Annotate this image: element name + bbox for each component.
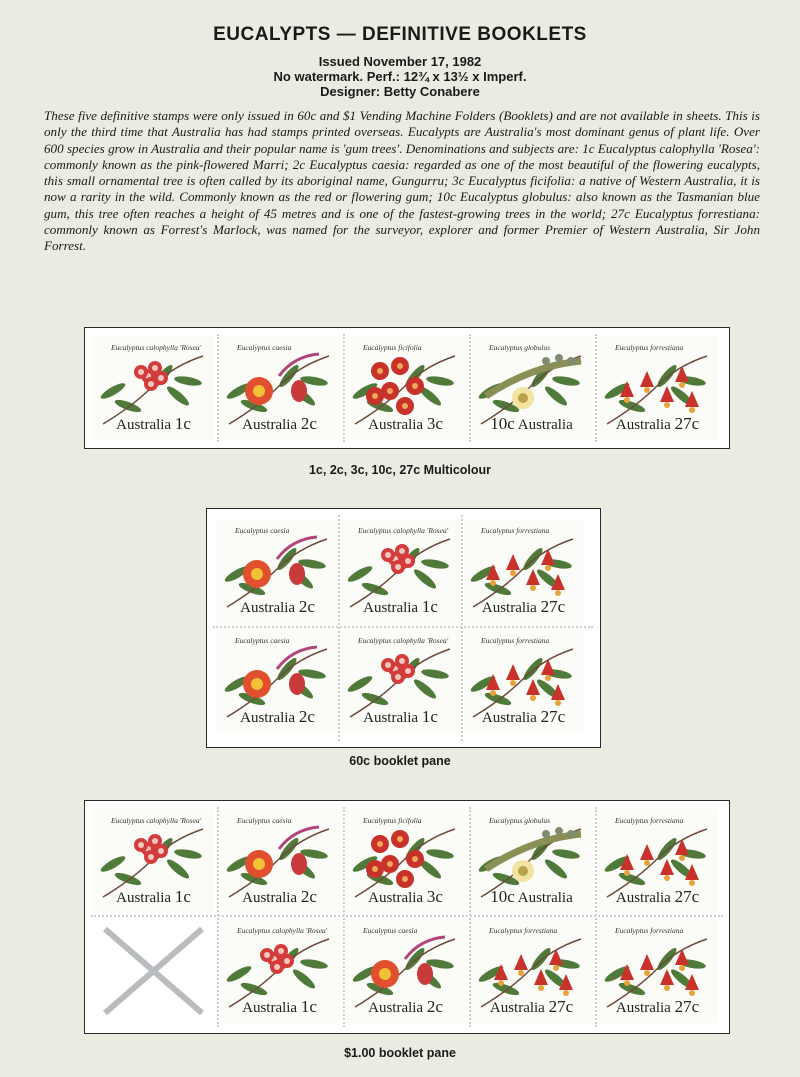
stamp-denomination: [471, 414, 592, 434]
stamp-country: Australia: [517, 417, 573, 433]
stamp-value: 2c: [426, 997, 443, 1016]
stamp-value: 27c: [540, 707, 566, 726]
stamp-1c: [340, 629, 461, 733]
stamp-value: 1c: [421, 707, 438, 726]
stamp-country: Australia: [363, 600, 419, 616]
stamp-country: Australia: [116, 417, 172, 433]
stamp-denomination: [217, 707, 338, 727]
blank-label-cross: [93, 919, 214, 1027]
stamp-denomination: [471, 997, 592, 1017]
stamp-country: Australia: [481, 600, 537, 616]
stamp-denomination: [345, 887, 466, 907]
stamp-country: Australia: [368, 890, 424, 906]
stamp-species-label: Eucalyptus globulus: [489, 343, 551, 352]
stamp-denomination: [345, 997, 466, 1017]
stamp-27c: [463, 629, 584, 733]
stamp-3c: [345, 809, 466, 913]
stamp-species-label: Eucalyptus forrestiana: [481, 636, 550, 645]
pane-100-caption: $1.00 booklet pane: [344, 1046, 456, 1060]
stamp-species-label: Eucalyptus caesia: [235, 636, 290, 645]
stamp-denomination: [340, 597, 461, 617]
stamp-country: Australia: [489, 1000, 545, 1016]
stamp-value: 10c: [490, 414, 515, 433]
stamp-country: Australia: [240, 600, 296, 616]
stamp-species-label: Eucalyptus forrestiana: [615, 926, 684, 935]
stamp-species-label: Eucalyptus calophylla 'Rosea': [358, 526, 449, 535]
stamp-denomination: [345, 414, 466, 434]
stamp-denomination: [597, 414, 718, 434]
stamp-species-label: Eucalyptus caesia: [235, 526, 290, 535]
stamp-species-label: Eucalyptus caesia: [363, 926, 418, 935]
issue-date: Issued November 17, 1982: [318, 54, 482, 69]
stamp-27c: [463, 519, 584, 623]
stamp-value: 3c: [426, 887, 443, 906]
stamp-country: Australia: [615, 417, 671, 433]
stamp-value: 3c: [426, 414, 443, 433]
stamp-1c: [219, 919, 340, 1023]
stamp-species-label: Eucalyptus ficifolia: [363, 816, 422, 825]
stamp-value: 27c: [548, 997, 574, 1016]
stamp-species-label: Eucalyptus calophylla 'Rosea': [111, 343, 202, 352]
stamp-species-label: Eucalyptus calophylla 'Rosea': [111, 816, 202, 825]
stamp-country: Australia: [363, 710, 419, 726]
stamp-denomination: [340, 707, 461, 727]
stamp-species-label: Eucalyptus caesia: [237, 816, 292, 825]
stamp-denomination: [597, 887, 718, 907]
stamp-denomination: [463, 707, 584, 727]
stamp-27c: [471, 919, 592, 1023]
stamp-27c: [597, 809, 718, 913]
page-title: EUCALYPTS — DEFINITIVE BOOKLETS: [213, 24, 587, 45]
stamp-value: 27c: [540, 597, 566, 616]
stamp-1c: [93, 809, 214, 913]
stamp-value: 27c: [674, 997, 700, 1016]
stamp-2c: [219, 809, 340, 913]
perforation-line: [469, 334, 471, 442]
stamp-value: 1c: [421, 597, 438, 616]
stamp-2c: [217, 519, 338, 623]
stamp-species-label: Eucalyptus forrestiana: [489, 926, 558, 935]
pane-60c-caption: 60c booklet pane: [349, 754, 451, 768]
stamp-denomination: [471, 887, 592, 907]
stamp-denomination: [219, 997, 340, 1017]
stamp-denomination: [597, 997, 718, 1017]
stamp-species-label: Eucalyptus globulus: [489, 816, 551, 825]
perforation-info: No watermark. Perf.: 12¾ x 13½ x Imperf.: [273, 69, 527, 84]
stamp-value: 27c: [674, 414, 700, 433]
stamp-3c: [345, 336, 466, 440]
stamp-value: 2c: [298, 597, 315, 616]
stamp-country: Australia: [615, 890, 671, 906]
stamp-species-label: Eucalyptus caesia: [237, 343, 292, 352]
stamp-10c: [471, 336, 592, 440]
stamp-species-label: Eucalyptus forrestiana: [615, 816, 684, 825]
stamp-country: Australia: [242, 890, 298, 906]
stamp-strip: [84, 327, 730, 449]
stamp-2c: [217, 629, 338, 733]
stamp-species-label: Eucalyptus forrestiana: [615, 343, 684, 352]
intro-text: These five definitive stamps were only issued in 60c and $1 Vending Machine Folders (Booklets) and are not available in sheets. This is only the third time that Australia has had stamps printed overseas. Eucalypts are Australia's most dominant genus of plant life. Over 600 species grow in Australia and their popular name is 'gum trees'. Denominations and subjects are: 1c Eucalyptus calophylla 'Rosea': commonly known as the pink-flowered Marri; 2c Eucalyptus caesia: regarded as one of the most beautiful of the flowering eucalypts, this small ornamental tree is often called by its aboriginal name, Gungurru; 3c Eucalyptus ficifolia: a native of Western Australia, it is now a rarity in the wild. Commonly known as the red or flowering gum; 10c Eucalyptus globulus: also known as the Tasmanian blue gum, this tree often reaches a height of 45 metres and is one of the fastest-growing trees in the world; 27c Eucalyptus forrestiana: commonly known as Forrest's Marlock, was named for the surveyor, explorer and former Premier of Western Australia, Sir John Forrest.: [44, 108, 760, 254]
stamp-country: Australia: [517, 890, 573, 906]
stamp-value: 1c: [174, 414, 191, 433]
stamp-value: 1c: [174, 887, 191, 906]
stamp-10c: [471, 809, 592, 913]
stamp-value: 27c: [674, 887, 700, 906]
stamp-country: Australia: [116, 890, 172, 906]
stamp-country: Australia: [242, 1000, 298, 1016]
stamp-denomination: [217, 597, 338, 617]
stamp-species-label: Eucalyptus calophylla 'Rosea': [358, 636, 449, 645]
strip-caption: 1c, 2c, 3c, 10c, 27c Multicolour: [308, 463, 492, 477]
stamp-27c: [597, 336, 718, 440]
stamp-27c: [597, 919, 718, 1023]
stamp-value: 2c: [300, 414, 317, 433]
perforation-line: [91, 915, 723, 917]
booklet-pane-100: [84, 800, 730, 1034]
stamp-2c: [219, 336, 340, 440]
stamp-value: 1c: [300, 997, 317, 1016]
stamp-1c: [340, 519, 461, 623]
stamp-value: 10c: [490, 887, 515, 906]
perforation-line: [217, 334, 219, 442]
stamp-denomination: [219, 887, 340, 907]
stamp-denomination: [93, 887, 214, 907]
stamp-country: Australia: [615, 1000, 671, 1016]
stamp-denomination: [219, 414, 340, 434]
perforation-line: [595, 334, 597, 442]
designer-credit: Designer: Betty Conabere: [320, 84, 480, 99]
stamp-country: Australia: [368, 1000, 424, 1016]
perforation-line: [343, 334, 345, 442]
stamp-country: Australia: [240, 710, 296, 726]
stamp-country: Australia: [481, 710, 537, 726]
stamp-denomination: [463, 597, 584, 617]
stamp-value: 2c: [298, 707, 315, 726]
perforation-line: [213, 626, 593, 628]
stamp-species-label: Eucalyptus calophylla 'Rosea': [237, 926, 328, 935]
stamp-denomination: [93, 414, 214, 434]
stamp-value: 2c: [300, 887, 317, 906]
booklet-pane-60c: [206, 508, 601, 748]
stamp-species-label: Eucalyptus ficifolia: [363, 343, 422, 352]
stamp-species-label: Eucalyptus forrestiana: [481, 526, 550, 535]
stamp-country: Australia: [368, 417, 424, 433]
stamp-2c: [345, 919, 466, 1023]
stamp-1c: [93, 336, 214, 440]
stamp-country: Australia: [242, 417, 298, 433]
